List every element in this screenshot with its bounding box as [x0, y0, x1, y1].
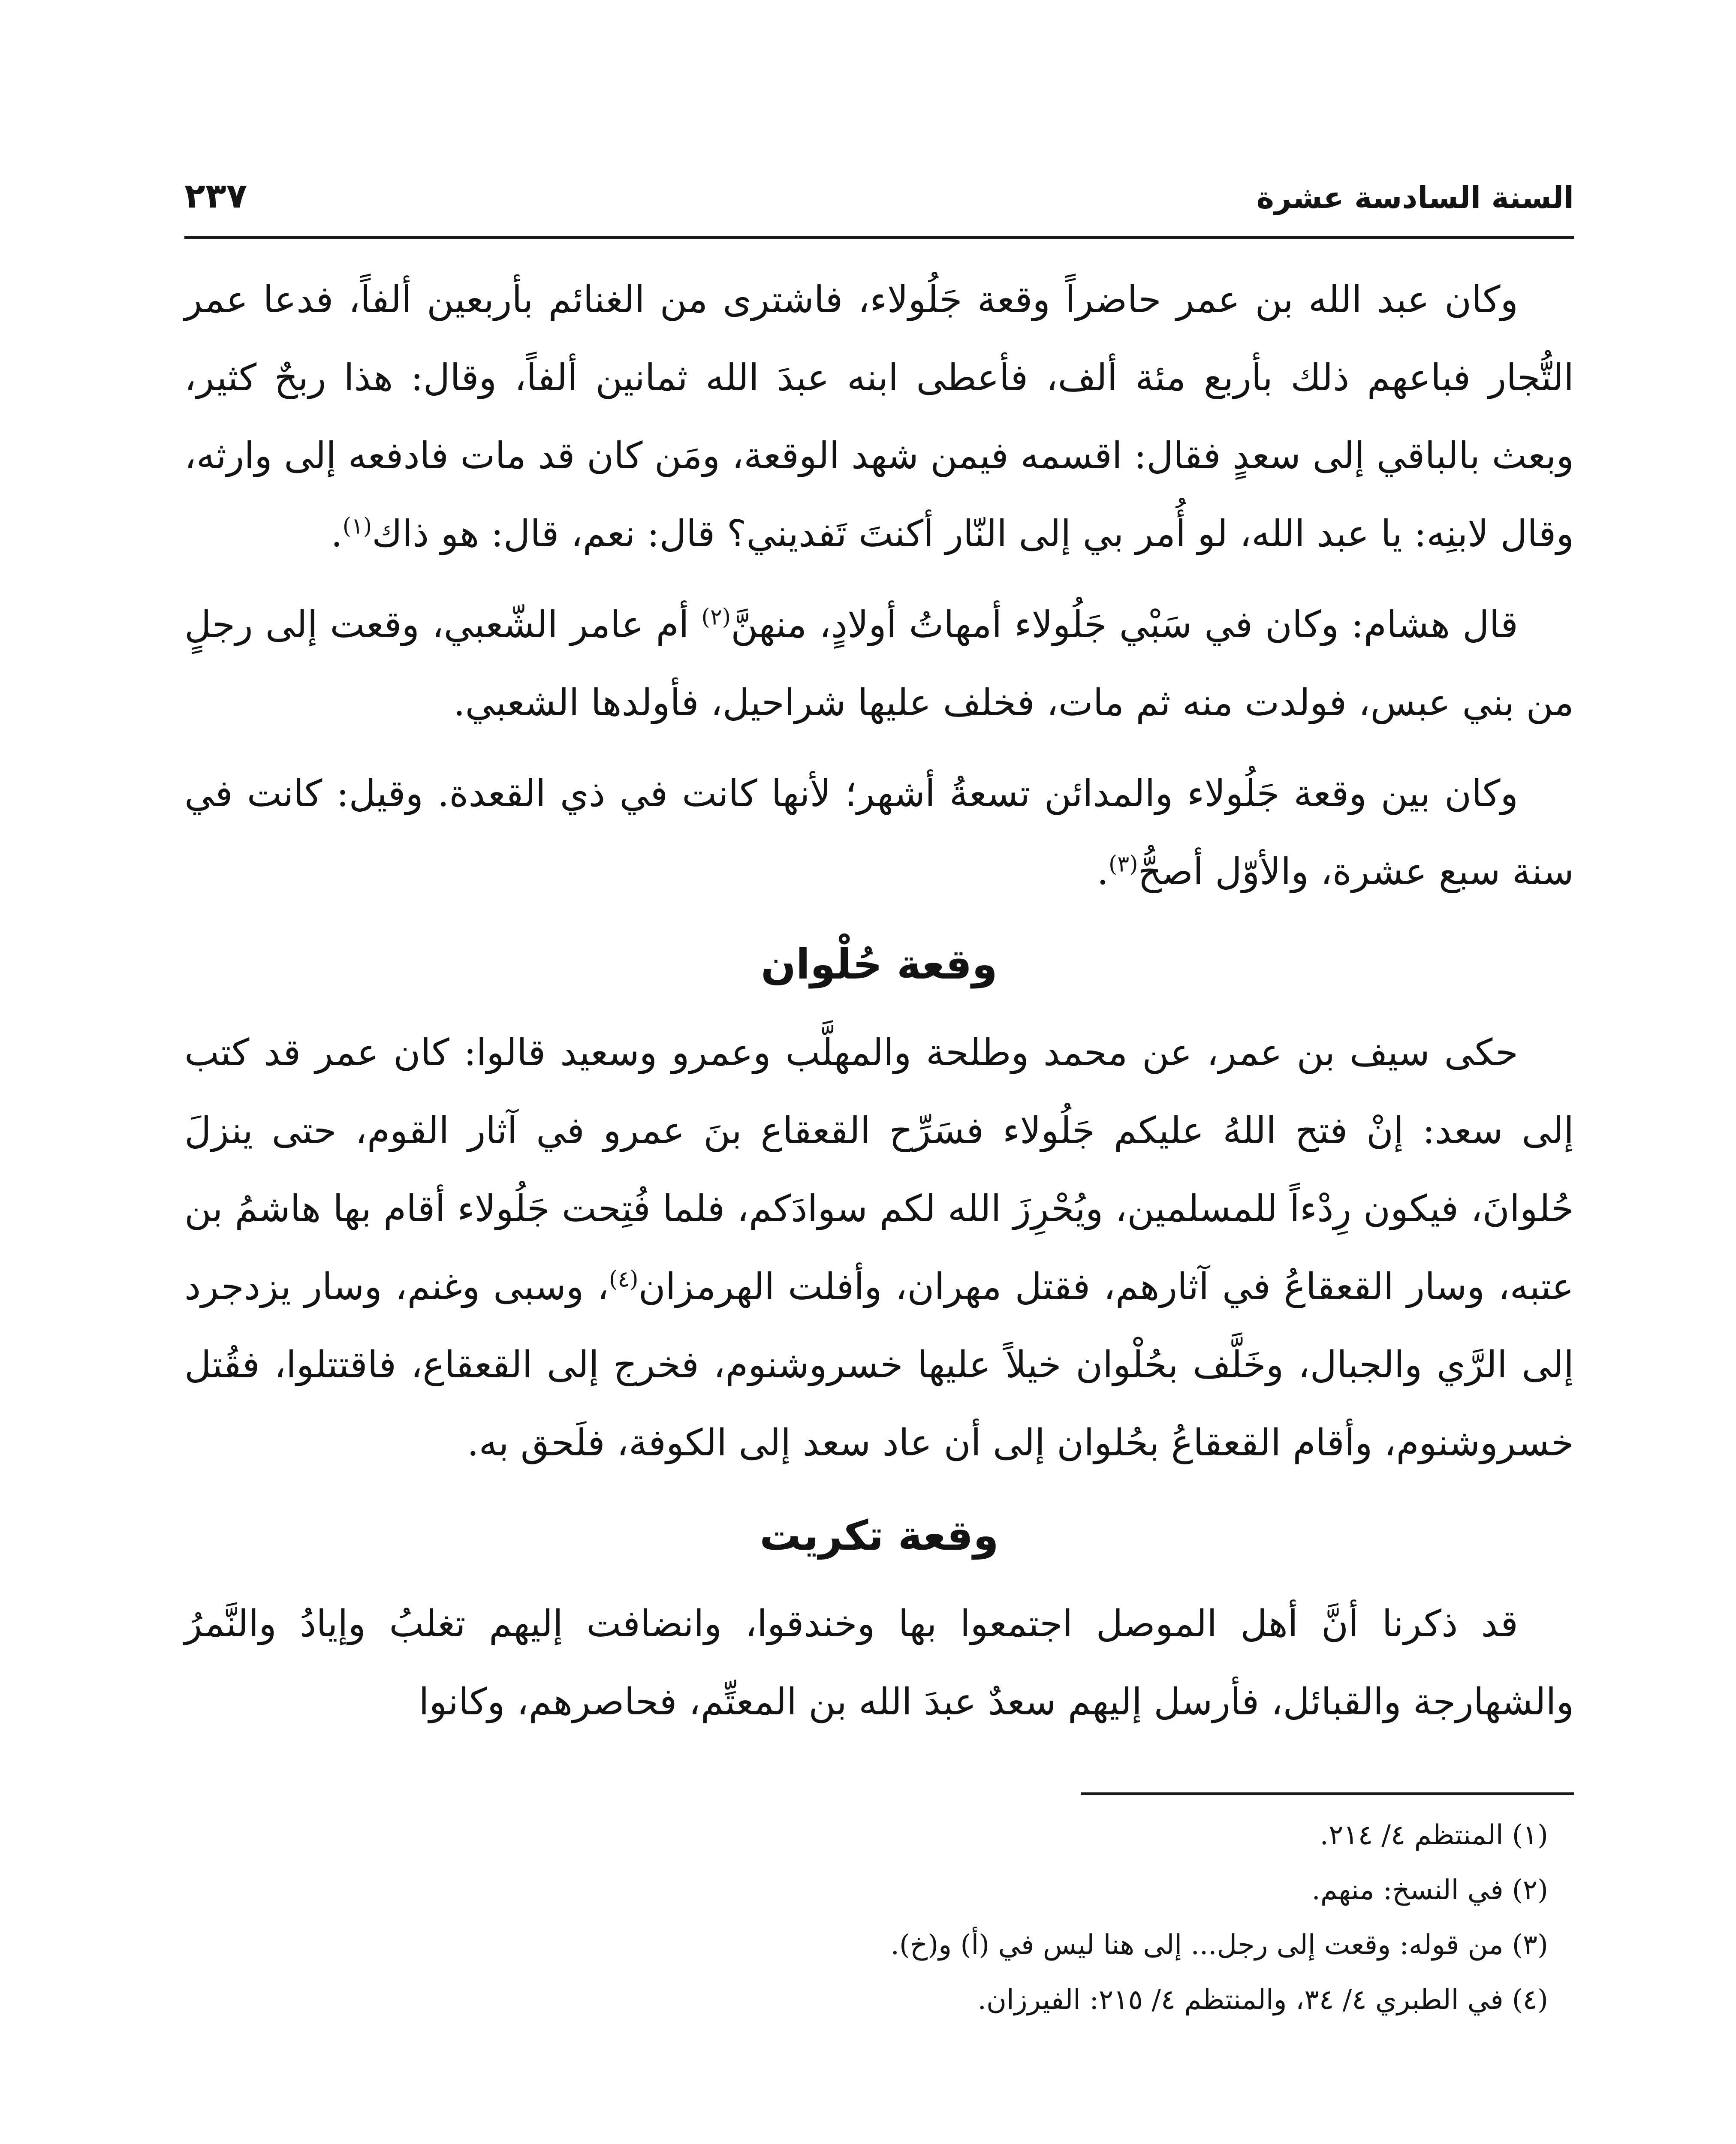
- footnote-3-number: (٣): [1512, 1929, 1548, 1961]
- footnote-1-text: المنتظم ٤/ ٢١٤.: [1320, 1819, 1504, 1851]
- footnote-1-number: (١): [1512, 1819, 1548, 1851]
- paragraph-4: [184, 1014, 1574, 1482]
- footnote-2-text: في النسخ: منهم.: [1311, 1874, 1504, 1906]
- footnote-ref-3: (٣): [1109, 851, 1138, 877]
- footnote-ref-1: (١): [342, 513, 372, 539]
- footnote-ref-4: (٤): [609, 1266, 639, 1292]
- paragraph-4-text-a: حكى سيف بن عمر، عن محمد وطلحة والمهلَّب وعمرو وسعيد قالوا: كان عمر قد كتب إلى سعد: إنْ فتح اللهُ عليكم جَلُولاء فسَرِّح القعقاع بنَ عمرو في آثار القوم، حتى ينزلَ حُلوانَ، فيكون رِدْءاً للمسلمين، ويُحْرِزَ الله لكم سوادَكم، فلما فُتِحت جَلُولاء أقام بها هاشمُ بن عتبه، وسار القعقاعُ في آثارهم، فقتل مهران، وأفلت الهرمزان: [184, 1031, 1574, 1308]
- paragraph-2-text-a: قال هشام: وكان في سَبْي جَلُولاء أمهاتُ أولادٍ، منهنَّ: [731, 603, 1518, 646]
- footnote-4-number: (٤): [1512, 1984, 1548, 2016]
- paragraph-2: [184, 586, 1574, 742]
- section-heading-hulwan: وقعة حُلْوان: [761, 940, 998, 988]
- footnote-4-text: في الطبري ٤/ ٣٤، والمنتظم ٤/ ٢١٥: الفيرزان.: [977, 1984, 1504, 2016]
- footnote-2-number: (٢): [1512, 1874, 1548, 1906]
- paragraph-1-text-a: وكان عبد الله بن عمر حاضراً وقعة جَلُولاء، فاشترى من الغنائم بأربعين ألفاً، فدعا عمر التُّجار فباعهم ذلك بأربع مئة ألف، فأعطى ابنه عبدَ الله ثمانين ألفاً، وقال: هذا ربحٌ كثير، وبعث بالباقي إلى سعدٍ فقال: اقسمه فيمن شهد الوقعة، ومَن كان قد مات فادفعه إلى وارثه، وقال لابنِه: يا عبد الله، لو أُمر بي إلى النّار أكنتَ تَفديني؟ قال: نعم، قال: هو ذاك: [184, 278, 1574, 555]
- section-heading-tikrit: وقعة تكريت: [760, 1512, 999, 1560]
- footnote-3: [184, 1918, 1574, 1972]
- footnotes: [184, 1808, 1574, 2027]
- paragraph-1-text-b: .: [331, 512, 343, 555]
- running-header: [184, 163, 1574, 239]
- page-number: ٢٣٧: [184, 176, 247, 216]
- footnote-ref-2: (٢): [701, 604, 731, 630]
- footnote-1: [184, 1808, 1574, 1863]
- book-page: [184, 163, 1574, 2027]
- running-title: السنة السادسة عشرة: [1256, 180, 1574, 215]
- paragraph-3-text-a: وكان بين وقعة جَلُولاء والمدائن تسعةُ أشهر؛ لأنها كانت في ذي القعدة. وقيل: كانت في سنة سبع عشرة، والأوّل أصحُّ: [184, 772, 1574, 893]
- paragraph-5: قد ذكرنا أنَّ أهل الموصل اجتمعوا بها وخندقوا، وانضافت إليهم تغلبُ وإيادُ والنَّمرُ والشهارجة والقبائل، فأرسل إليهم سعدٌ عبدَ الله بن المعتِّم، فحاصرهم، وكانوا: [184, 1602, 1574, 1723]
- footnote-divider: [1081, 1792, 1574, 1795]
- footnote-3-text: من قوله: وقعت إلى رجل... إلى هنا ليس في (أ) و(خ).: [890, 1929, 1504, 1961]
- paragraph-4-text-b: ، وسبى وغنم، وسار يزدجرد إلى الرَّي والجبال، وخَلَّف بحُلْوان خيلاً عليها خسروشنوم، فخرج إلى القعقاع، فاقتتلوا، فقُتل خسروشنوم، وأقام القعقاعُ بحُلوان إلى أن عاد سعد إلى الكوفة، فلَحق به.: [184, 1265, 1574, 1464]
- paragraph-3: [184, 755, 1574, 911]
- body-text: [184, 261, 1574, 1741]
- paragraph-2-text-b: أم عامر الشّعبي، وقعت إلى رجلٍ من بني عبس، فولدت منه ثم مات، فخلف عليها شراحيل، فأولدها الشعبي.: [184, 603, 1574, 724]
- paragraph-3-text-b: .: [1097, 850, 1109, 893]
- footnote-2: [184, 1863, 1574, 1918]
- footnote-4: [184, 1972, 1574, 2027]
- paragraph-1: [184, 261, 1574, 573]
